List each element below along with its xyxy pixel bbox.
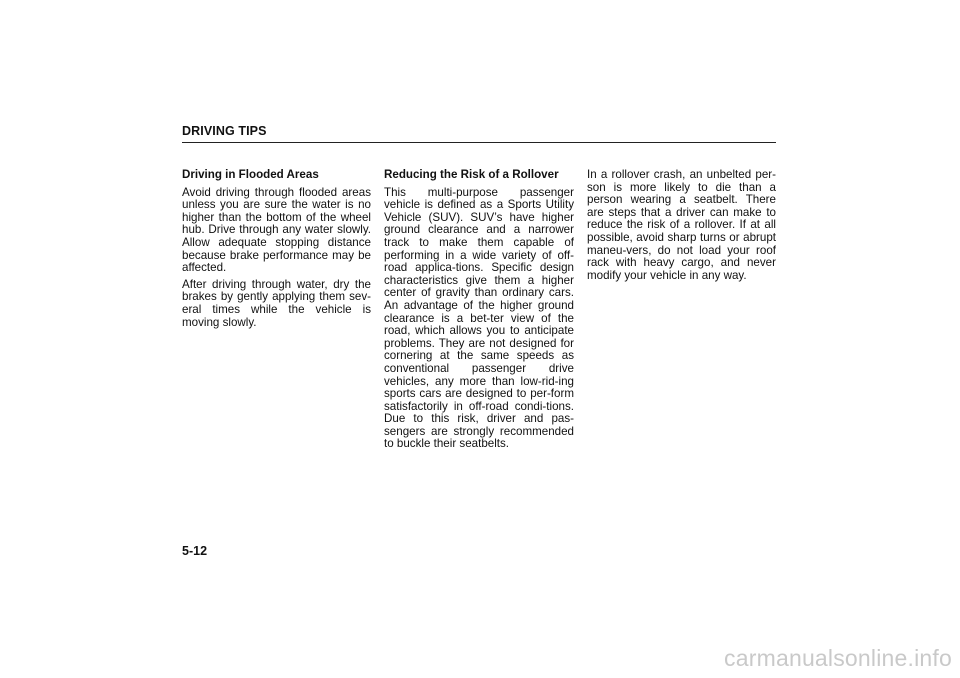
paragraph: After driving through water, dry the brakes by gently applying them sev-eral times while the vehicle is moving slowly. bbox=[182, 277, 371, 329]
section-title: DRIVING TIPS bbox=[182, 124, 267, 138]
section-header bbox=[182, 122, 776, 143]
column-rollover bbox=[384, 169, 574, 455]
column-flooded-areas bbox=[182, 169, 371, 333]
paragraph: This multi-purpose passenger vehicle is defined as a Sports Utility Vehicle (SUV). SUV’s have higher ground clearance and a narrower track to make them capable of performing in a wide variety of off-road applica-tions. Specific design characteristics give them a higher center of gravity than ordinary cars. An advantage of the higher ground clearance is a bet-ter view of the road, which allows you to anticipate problems. They are not designed for cornering at the same speeds as conventional passenger drive vehicles, any more than low-rid-ing sports cars are designed to per-form satisfactorily in off-road condi-tions. Due to this risk, driver and pas-sengers are strongly recommended to buckle their seatbelts. bbox=[384, 185, 574, 451]
heading-rollover: Reducing the Risk of a Rollover bbox=[384, 168, 559, 181]
paragraph: Avoid driving through flooded areas unless you are sure the water is no higher than the bottom of the wheel hub. Drive through any water slowly. Allow adequate stopping distance because brake performance may be affected. bbox=[182, 185, 371, 275]
paragraph: In a rollover crash, an unbelted per-son is more likely to die than a person wearing a seatbelt. There are steps that a driver can make to reduce the risk of a rollover. If at all possible, avoid sharp turns or abrupt maneu-vers, do not load your roof rack with heavy cargo, and never modify your vehicle in any way. bbox=[587, 168, 776, 282]
watermark: carmanualsonline.info bbox=[724, 645, 952, 671]
page-number: 5-12 bbox=[182, 544, 208, 558]
heading-flooded-areas: Driving in Flooded Areas bbox=[182, 168, 319, 181]
column-rollover-crash bbox=[587, 169, 776, 286]
